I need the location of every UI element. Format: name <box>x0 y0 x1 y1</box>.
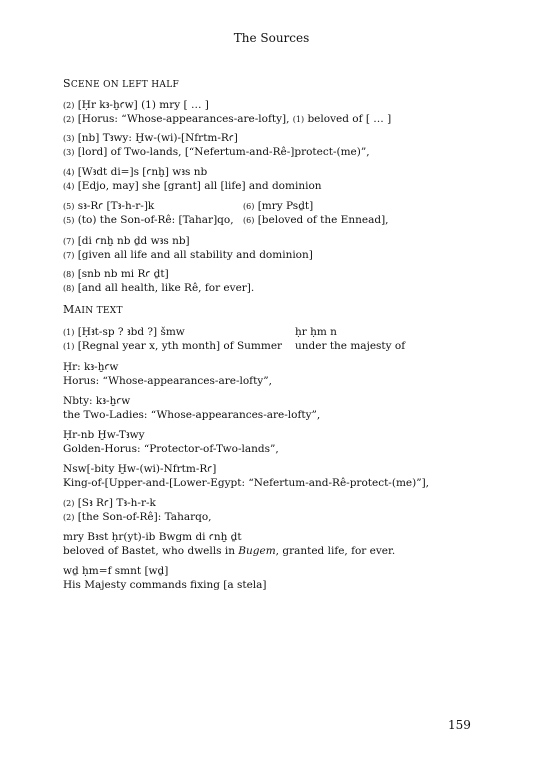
section-title-main: MAIN TEXT <box>63 303 123 316</box>
translation-line: (4) [Edjo, may] she [grant] all [life] and dominion <box>63 179 322 192</box>
transliteration-line: Nsw[-bity Ḫw-(wi)-Nfrtm-Rꜥ] <box>63 463 217 475</box>
transliteration-line: mry Bꜣst ḥr(yt)-ib Bwgm di ꜥnḫ ḏt <box>63 531 242 543</box>
transliteration-line: Nbty: kꜣ-ḫꜥw <box>63 395 131 407</box>
scene-group-5-6 <box>63 200 483 227</box>
translation-line: Horus: “Whose-appearances-are-lofty”, <box>63 374 272 387</box>
main-throne-name <box>63 463 483 490</box>
translation-line: (1) [Regnal year x, yth month] of Summer under the majesty of <box>63 339 406 352</box>
transliteration-line: (3) [nb] Tꜣwy: Ḫw-(wi)-[Nfrtm-Rꜥ] <box>63 132 238 144</box>
scene-group-7 <box>63 235 483 262</box>
page-number: 159 <box>448 718 471 732</box>
main-son-of-re-name <box>63 497 483 524</box>
translation-line: Golden-Horus: “Protector-of-Two-lands”, <box>63 442 279 455</box>
place-name: Bugem <box>238 544 276 557</box>
transliteration-line: (5) sꜣ-Rꜥ [Tꜣ-h-r-]k (6) [mry Psḏt] <box>63 200 314 212</box>
transliteration-line: (2) [Ḥr kꜣ-ḫꜥw] (1) mry [ … ] <box>63 99 209 111</box>
scene-group-3 <box>63 132 483 159</box>
main-horus-name <box>63 361 483 388</box>
translation-line: the Two-Ladies: “Whose-appearances-are-lofty”, <box>63 408 321 421</box>
translation-line: (8) [and all health, like Rê, for ever]. <box>63 281 255 294</box>
main-nebty-name <box>63 395 483 422</box>
translation-line: (7) [given all life and all stability and dominion] <box>63 248 313 261</box>
transliteration-line: (1) [Ḥꜣt-sp ? ꜣbd ?] šmw ḥr ḥm n <box>63 326 337 338</box>
section-title-scene: SCENE ON LEFT HALF <box>63 77 180 90</box>
translation-line: beloved of Bastet, who dwells in Bugem, granted life, for ever. <box>63 544 396 557</box>
transliteration-line: Ḥr: kꜣ-ḫꜥw <box>63 361 119 373</box>
scene-group-4 <box>63 166 483 193</box>
main-command <box>63 565 483 592</box>
transliteration-line: (7) [di ꜥnḫ nb ḏd wꜣs nb] <box>63 235 190 247</box>
main-epithet-bastet <box>63 531 483 558</box>
main-golden-horus-name <box>63 429 483 456</box>
running-header: The Sources <box>233 31 310 45</box>
scene-group-8 <box>63 268 483 295</box>
translation-line: (2) [Horus: “Whose-appearances-are-lofty], (1) beloved of [ … ] <box>63 112 392 125</box>
main-line-1 <box>63 326 483 353</box>
transliteration-line: (8) [snb nb mi Rꜥ ḏt] <box>63 268 169 280</box>
transliteration-line: Ḥr-nb Ḫw-Tꜣwy <box>63 429 145 441</box>
translation-line: (2) [the Son-of-Rê]: Taharqo, <box>63 510 212 523</box>
transliteration-line: wḏ ḥm=f smnt [wḏ] <box>63 565 169 577</box>
translation-line: King-of-[Upper-and-[Lower-Egypt: “Nefertum-and-Rê-protect-(me)”], <box>63 476 430 489</box>
translation-line: (3) [lord] of Two-lands, [“Nefertum-and-Rê-]protect-(me)”, <box>63 145 370 158</box>
translation-line: His Majesty commands fixing [a stela] <box>63 578 267 591</box>
translation-line: (5) (to) the Son-of-Rê: [Tahar]qo, (6) [beloved of the Ennead], <box>63 213 389 226</box>
transliteration-line: (2) [Sꜣ Rꜥ] Tꜣ-h-r-k <box>63 497 156 509</box>
transliteration-line: (4) [Wꜣdt di=]s [ꜥnḫ] wꜣs nb <box>63 166 208 178</box>
scene-group-2-1 <box>63 99 483 126</box>
